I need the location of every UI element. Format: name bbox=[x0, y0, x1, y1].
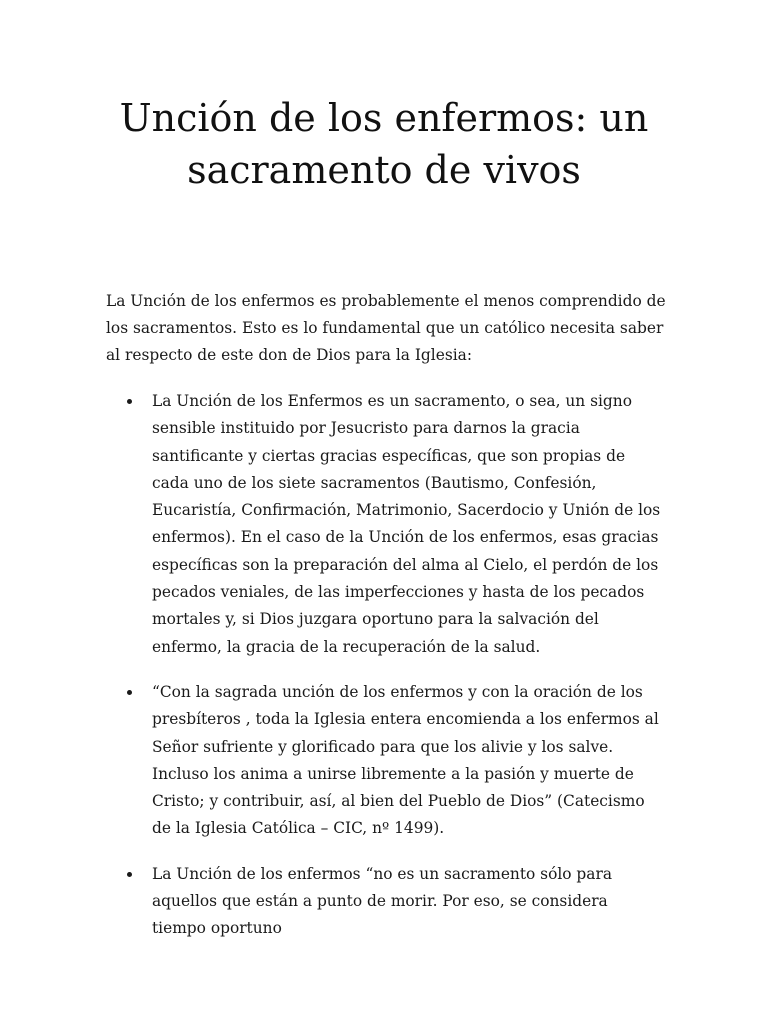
list-item bbox=[152, 861, 664, 943]
list-item-text: “Con la sagrada unción de los enfermos y con la oración de los presbíteros , toda la Iglesia entera encomienda a los enfermos al Señor sufriente y glorificado para que los alivie y los salve. Incluso los anima a unirse libremente a la pasión y muerte de Cristo; y contribuir, así, al bien del Pueblo de Dios” (Catecismo de la Iglesia Católica – CIC, nº 1499). bbox=[152, 682, 659, 838]
bullet-icon bbox=[127, 872, 132, 877]
list-item bbox=[152, 679, 664, 843]
list-item-text: La Unción de los enfermos “no es un sacramento sólo para aquellos que están a punto de morir. Por eso, se considera tiempo oportuno bbox=[152, 864, 612, 938]
list-item bbox=[152, 388, 664, 661]
bullet-icon bbox=[127, 399, 132, 404]
bullet-icon bbox=[127, 690, 132, 695]
page-title: Unción de los enfermos: un sacramento de vivos bbox=[119, 96, 649, 192]
bullet-list bbox=[152, 388, 664, 961]
intro-paragraph: La Unción de los enfermos es probablemente el menos comprendido de los sacramentos. Esto es lo fundamental que un católico necesita saber al respecto de este don de Dios para la Iglesia: bbox=[106, 292, 666, 364]
list-item-text: La Unción de los Enfermos es un sacramento, o sea, un signo sensible instituido por Jesucristo para darnos la gracia santificante y ciertas gracias específicas, que son propias de cada uno de los siete sacramentos (Bautismo, Confesión, Eucaristía, Confirmación, Matrimonio, Sacerdocio y Unión de los enfermos). En el caso de la Unción de los enfermos, esas gracias específicas son la preparación del alma al Cielo, el perdón de los pecados veniales, de las imperfecciones y hasta de los pecados mortales y, si Dios juzgara oportuno para la salvación del enfermo, la gracia de la recuperación de la salud. bbox=[152, 392, 661, 656]
